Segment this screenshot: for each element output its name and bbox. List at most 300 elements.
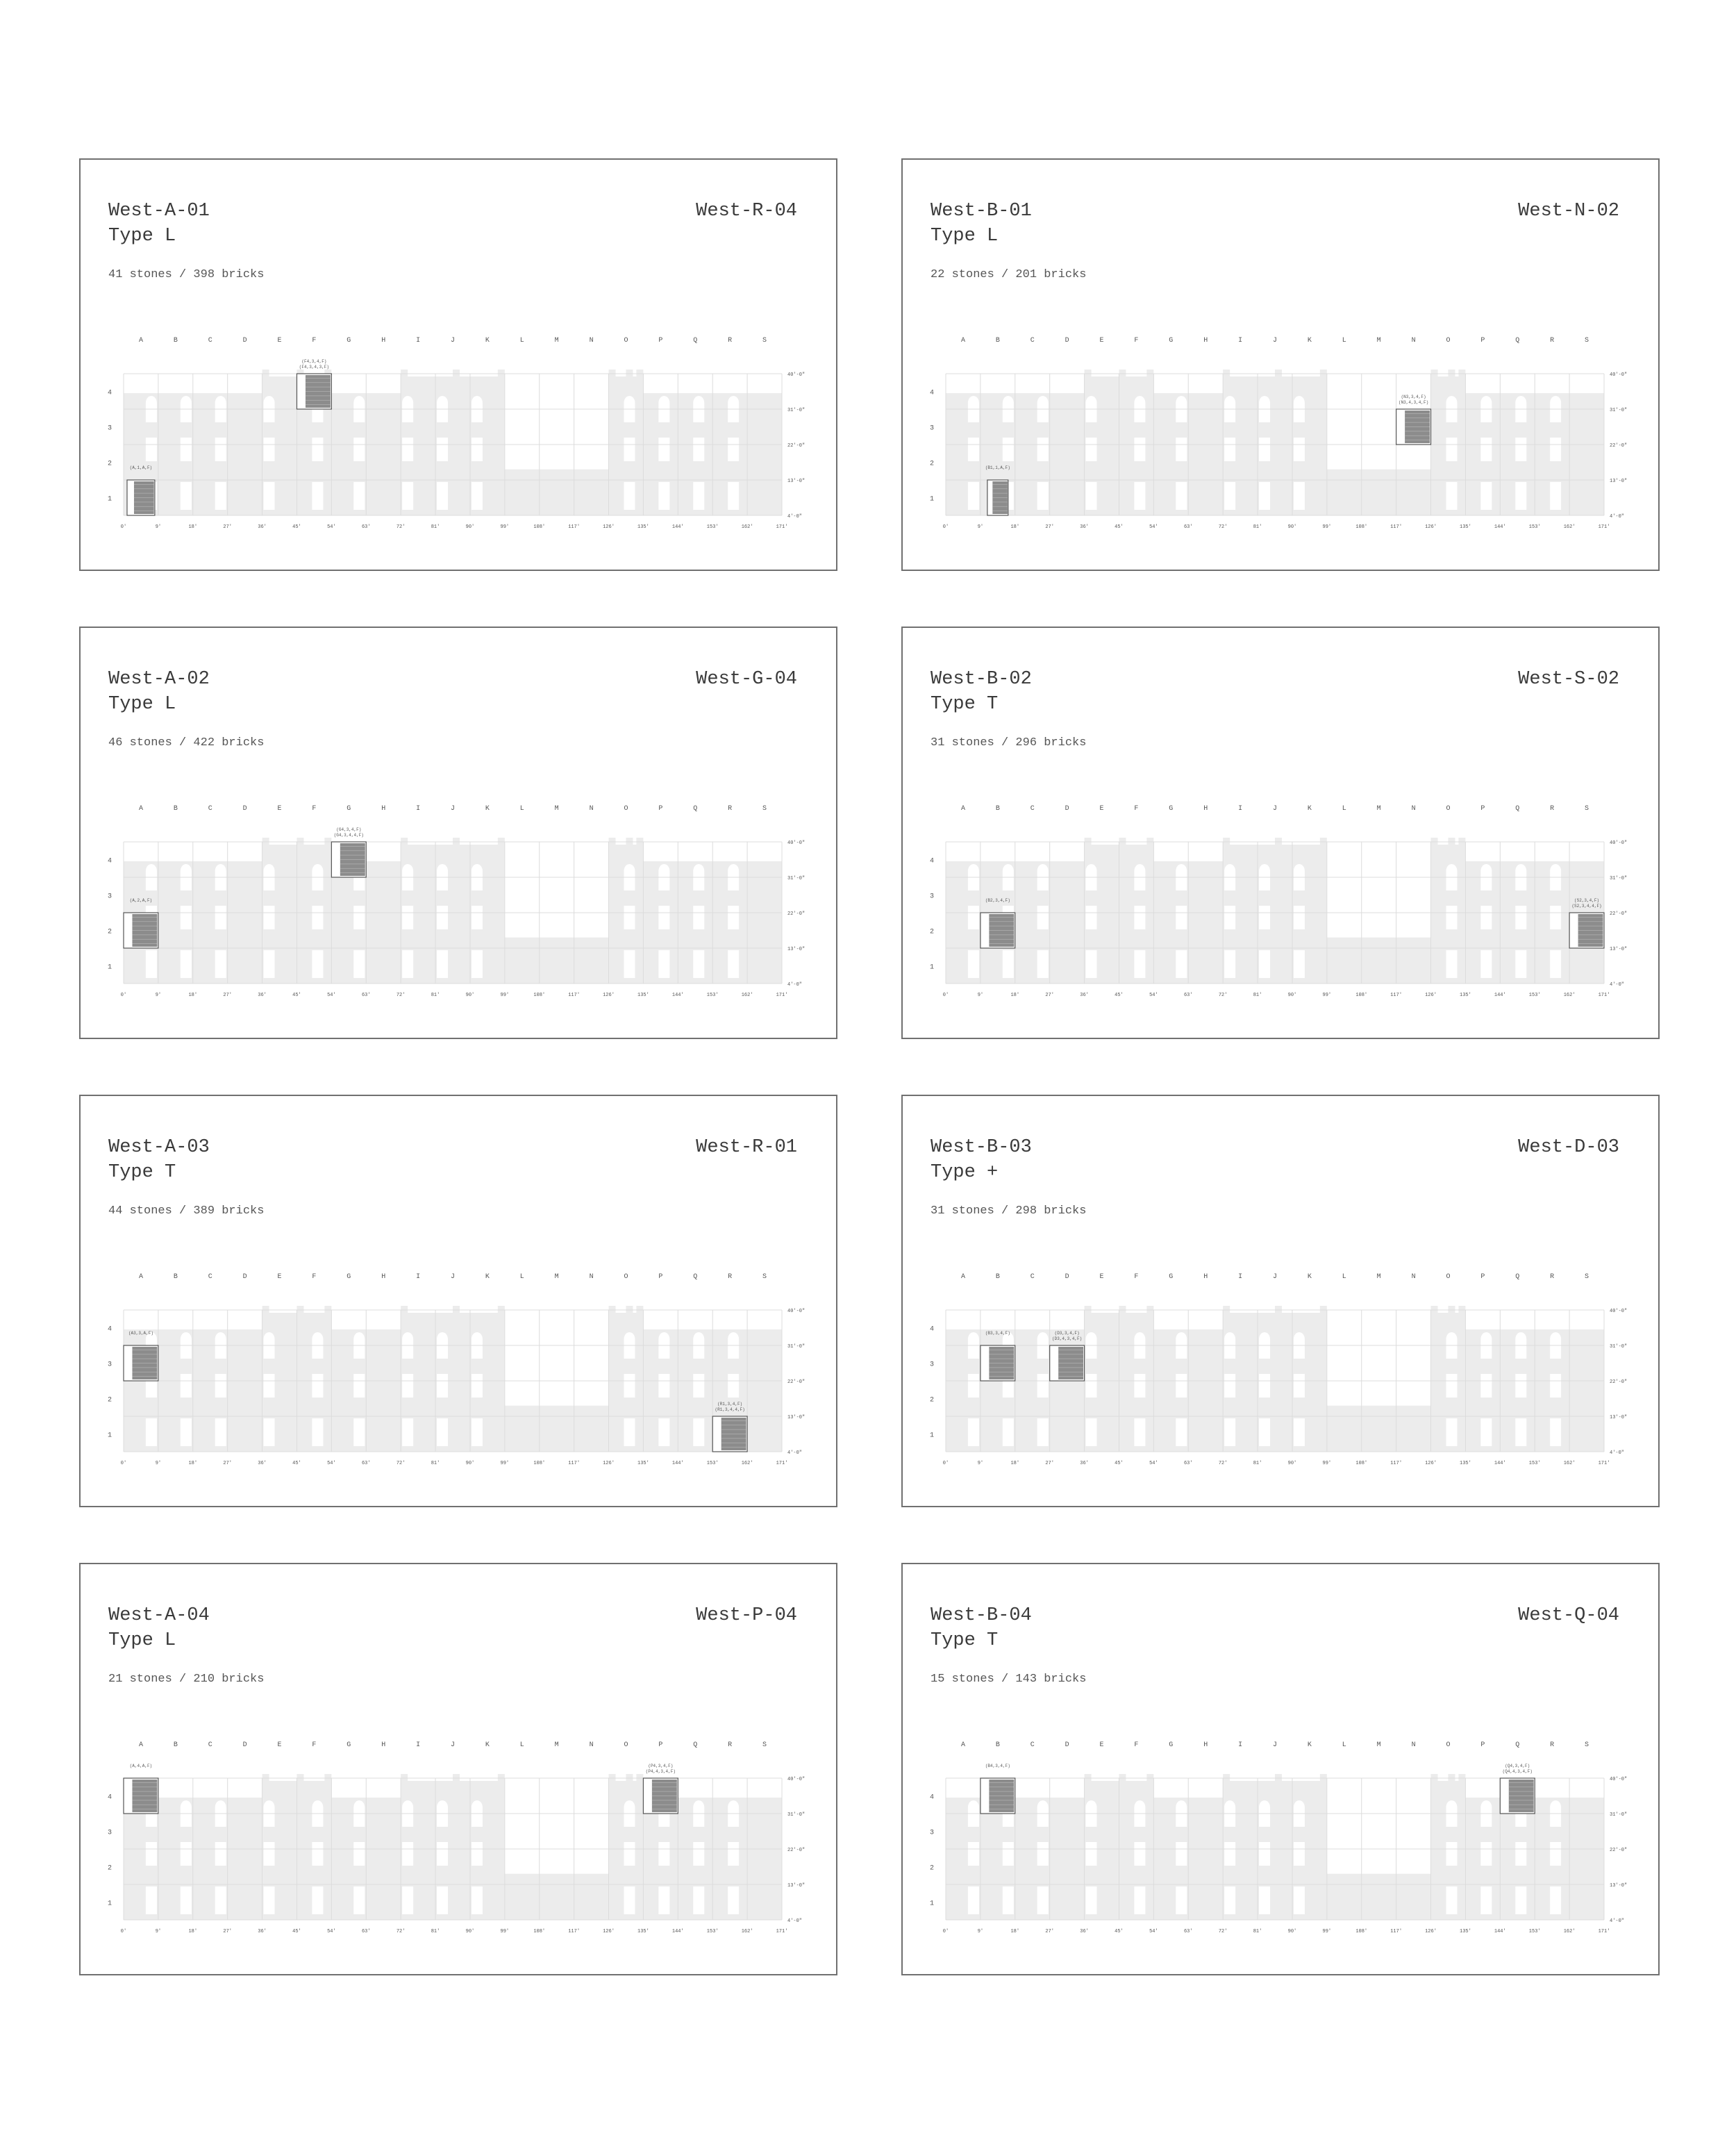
column-label: E: [1099, 337, 1104, 345]
cell-label: (N3,3,4,F): [1401, 395, 1426, 399]
door-opening: [437, 950, 448, 978]
x-tick-label: 153': [706, 1461, 719, 1466]
x-tick-label: 54': [1149, 1929, 1158, 1934]
y-tick-label: 13'-0": [787, 1883, 806, 1889]
window-opening: [1086, 906, 1097, 929]
door-opening: [1259, 482, 1270, 510]
x-tick-label: 45': [1115, 1461, 1124, 1466]
x-tick-label: 144': [1494, 1461, 1506, 1466]
crenellation: [1085, 370, 1092, 376]
pavilion-parapet: [1431, 1313, 1466, 1329]
door-opening: [181, 482, 192, 510]
cell-label: (G4,3,4,F): [336, 827, 362, 832]
window-opening: [1550, 1374, 1561, 1398]
door-opening: [1550, 950, 1561, 978]
card-reference: West-D-03: [1518, 1137, 1619, 1158]
crenellation: [453, 370, 460, 376]
y-tick-label: 4'-0": [787, 514, 803, 520]
door-opening: [658, 1418, 669, 1446]
y-tick-label: 40'-0": [1610, 1777, 1628, 1782]
crenellation: [1085, 1774, 1092, 1781]
door-opening: [215, 1418, 226, 1446]
column-label: D: [242, 805, 247, 813]
door-opening: [693, 1418, 704, 1446]
door-opening: [1003, 1887, 1014, 1914]
column-label: O: [624, 337, 628, 345]
window-opening: [402, 906, 413, 929]
door-opening: [146, 950, 157, 978]
x-tick-label: 0': [120, 1461, 127, 1466]
column-label: K: [485, 805, 490, 813]
column-label: M: [554, 1273, 559, 1281]
card-reference: West-Q-04: [1518, 1605, 1619, 1626]
window-opening: [146, 1842, 157, 1866]
x-tick-label: 126': [1425, 524, 1437, 530]
cell-label: (A,1,A,F): [129, 465, 153, 470]
door-opening: [1224, 950, 1235, 978]
window-opening: [353, 906, 365, 929]
column-label: O: [1446, 1273, 1451, 1281]
crenellation: [324, 838, 331, 845]
x-tick-label: 9': [977, 1461, 984, 1466]
column-label: I: [416, 1741, 421, 1749]
x-tick-label: 135': [1460, 1929, 1471, 1934]
column-label: L: [1342, 337, 1346, 345]
card-title: West-A-03: [108, 1137, 210, 1158]
card-reference: West-N-02: [1518, 201, 1619, 222]
door-opening: [658, 950, 669, 978]
window-opening: [471, 906, 483, 929]
y-tick-label: 13'-0": [1610, 947, 1628, 952]
x-tick-label: 153': [1528, 1929, 1541, 1934]
column-label: F: [312, 337, 317, 345]
column-label: L: [1342, 1273, 1346, 1281]
door-opening: [1294, 950, 1305, 978]
y-tick-label: 22'-0": [787, 1379, 806, 1385]
crenellation: [1223, 1774, 1230, 1781]
x-tick-label: 81': [431, 1461, 440, 1466]
column-label: A: [960, 1741, 965, 1749]
column-label: E: [277, 1273, 282, 1281]
highlighted-stone-cell[interactable]: [712, 1416, 747, 1452]
window-opening: [312, 1842, 323, 1866]
x-tick-label: 36': [258, 993, 267, 998]
door-opening: [1086, 1887, 1097, 1914]
crenellation: [324, 1306, 331, 1313]
crenellation: [1085, 1306, 1092, 1313]
material-count: 46 stones / 422 bricks: [108, 736, 265, 749]
highlighted-stone-cell[interactable]: [1050, 1345, 1085, 1381]
column-label: P: [1480, 1273, 1485, 1281]
window-opening: [624, 438, 635, 461]
column-label: R: [1550, 1741, 1555, 1749]
crenellation: [1146, 838, 1153, 845]
courtyard-void: [505, 1310, 609, 1406]
row-label: 3: [929, 1829, 935, 1837]
window-opening: [437, 1842, 448, 1866]
row-label: 4: [929, 1325, 935, 1334]
highlighted-stone-cell[interactable]: [980, 1345, 1015, 1381]
x-tick-label: 171': [1598, 993, 1610, 998]
x-tick-label: 153': [706, 1929, 719, 1934]
cell-sublabel: (N3,4,3,4,F): [1398, 400, 1429, 405]
x-tick-label: 153': [1528, 524, 1541, 530]
column-label: B: [173, 337, 178, 345]
column-label: K: [485, 1273, 490, 1281]
card-type: Type L: [108, 1630, 176, 1651]
pavilion-parapet: [1431, 845, 1466, 861]
x-tick-label: 135': [1460, 1461, 1471, 1466]
x-tick-label: 72': [396, 1929, 406, 1934]
x-tick-label: 90': [465, 993, 475, 998]
window-opening: [402, 1374, 413, 1398]
x-tick-label: 162': [1563, 1929, 1576, 1934]
column-label: P: [1480, 805, 1485, 813]
crenellation: [324, 1774, 331, 1781]
crenellation: [636, 1774, 643, 1781]
door-opening: [1446, 482, 1457, 510]
x-tick-label: 72': [396, 524, 406, 530]
column-label: J: [1272, 1741, 1278, 1749]
highlighted-stone-cell[interactable]: [1569, 913, 1604, 948]
x-tick-label: 36': [1080, 524, 1089, 530]
x-tick-label: 108': [533, 1461, 546, 1466]
x-tick-label: 126': [603, 1461, 615, 1466]
door-opening: [1224, 482, 1235, 510]
y-tick-label: 4'-0": [787, 982, 803, 988]
column-label: K: [485, 337, 490, 345]
door-opening: [353, 950, 365, 978]
x-tick-label: 9': [155, 993, 162, 998]
window-opening: [402, 1842, 413, 1866]
x-tick-label: 90': [465, 1929, 475, 1934]
crenellation: [1448, 1306, 1455, 1313]
elevation-card[interactable]: [79, 1095, 837, 1507]
column-label: M: [554, 805, 559, 813]
window-opening: [728, 906, 739, 929]
door-opening: [402, 1887, 413, 1914]
y-tick-label: 40'-0": [1610, 1309, 1628, 1314]
door-opening: [353, 482, 365, 510]
y-tick-label: 31'-0": [1610, 1812, 1628, 1818]
column-label: E: [277, 805, 282, 813]
window-opening: [1086, 1842, 1097, 1866]
x-tick-label: 117': [568, 1461, 581, 1466]
crenellation: [498, 1306, 505, 1313]
wall-elevation-diagram: [81, 1096, 836, 1506]
x-tick-label: 108': [1355, 1929, 1368, 1934]
x-tick-label: 18': [1010, 524, 1020, 530]
column-label: N: [589, 337, 594, 345]
highlighted-stone-cell[interactable]: [297, 374, 331, 409]
door-opening: [146, 1418, 157, 1446]
door-opening: [1480, 950, 1492, 978]
y-tick-label: 22'-0": [787, 911, 806, 917]
crenellation: [626, 838, 633, 845]
crenellation: [1146, 1306, 1153, 1313]
crenellation: [609, 838, 616, 845]
cell-label: (A,2,A,F): [129, 898, 153, 903]
column-label: P: [658, 1273, 663, 1281]
row-label: 4: [107, 1793, 112, 1802]
x-tick-label: 144': [1494, 524, 1506, 530]
cell-sublabel: (P4,4,3,4,F): [645, 1769, 676, 1774]
door-opening: [1550, 1887, 1561, 1914]
column-label: I: [1238, 1741, 1243, 1749]
highlighted-stone-cell[interactable]: [1500, 1778, 1535, 1814]
column-label: S: [762, 337, 767, 345]
material-count: 21 stones / 210 bricks: [108, 1673, 265, 1686]
highlighted-stone-cell[interactable]: [127, 480, 155, 515]
window-opening: [437, 906, 448, 929]
window-opening: [693, 438, 704, 461]
door-opening: [693, 1887, 704, 1914]
wall-elevation-diagram: [903, 1564, 1658, 1974]
x-tick-label: 81': [1253, 1929, 1262, 1934]
x-tick-label: 99': [1322, 524, 1332, 530]
column-label: O: [1446, 337, 1451, 345]
column-label: E: [1099, 805, 1104, 813]
column-label: E: [277, 337, 282, 345]
column-label: N: [589, 1273, 594, 1281]
column-label: S: [762, 1273, 767, 1281]
elevation-card[interactable]: [901, 1563, 1660, 1975]
crenellation: [1119, 1774, 1126, 1781]
pavilion-parapet: [609, 376, 644, 393]
x-tick-label: 45': [292, 1929, 301, 1934]
door-opening: [1037, 950, 1049, 978]
x-tick-label: 144': [671, 1929, 684, 1934]
window-opening: [1176, 906, 1187, 929]
window-opening: [353, 1374, 365, 1398]
x-tick-label: 90': [1287, 993, 1297, 998]
door-opening: [402, 482, 413, 510]
column-label: D: [1065, 337, 1069, 345]
x-tick-label: 27': [1045, 993, 1054, 998]
x-tick-label: 54': [327, 993, 336, 998]
x-tick-label: 171': [1598, 1929, 1610, 1934]
card-type: Type L: [930, 226, 999, 247]
x-tick-label: 117': [1390, 1929, 1403, 1934]
x-tick-label: 171': [1598, 524, 1610, 530]
window-opening: [353, 438, 365, 461]
column-label: Q: [1515, 1273, 1520, 1281]
column-label: J: [1272, 337, 1278, 345]
cell-label: (R1,3,4,F): [717, 1402, 743, 1407]
row-label: 1: [929, 963, 935, 972]
card-reference: West-G-04: [696, 669, 797, 690]
window-opening: [1224, 906, 1235, 929]
material-count: 15 stones / 143 bricks: [930, 1673, 1087, 1686]
column-label: H: [381, 1273, 386, 1281]
row-label: 2: [107, 1864, 112, 1873]
elevation-card[interactable]: [901, 627, 1660, 1039]
row-label: 2: [929, 1864, 935, 1873]
window-opening: [1294, 906, 1305, 929]
window-opening: [264, 1374, 275, 1398]
y-tick-label: 40'-0": [787, 1777, 806, 1782]
column-label: M: [1376, 805, 1381, 813]
elevation-card[interactable]: [79, 158, 837, 571]
door-opening: [1550, 482, 1561, 510]
window-opening: [968, 1842, 979, 1866]
x-tick-label: 144': [1494, 1929, 1506, 1934]
cell-label: (P4,3,4,F): [648, 1764, 674, 1768]
y-tick-label: 4'-0": [787, 1918, 803, 1924]
x-tick-label: 45': [1115, 993, 1124, 998]
door-opening: [1446, 1887, 1457, 1914]
door-opening: [968, 1418, 979, 1446]
x-tick-label: 99': [1322, 993, 1332, 998]
courtyard-void: [505, 374, 609, 470]
window-opening: [658, 906, 669, 929]
door-opening: [1086, 1418, 1097, 1446]
x-tick-label: 0': [120, 524, 127, 530]
material-count: 31 stones / 298 bricks: [930, 1204, 1087, 1218]
window-opening: [1480, 1842, 1492, 1866]
elevation-card[interactable]: [79, 1563, 837, 1975]
x-tick-label: 45': [1115, 1929, 1124, 1934]
door-opening: [353, 1418, 365, 1446]
column-label: H: [381, 337, 386, 345]
x-tick-label: 36': [258, 524, 267, 530]
highlighted-stone-cell[interactable]: [124, 913, 158, 948]
y-tick-label: 13'-0": [1610, 479, 1628, 484]
y-tick-label: 31'-0": [1610, 876, 1628, 881]
wall-elevation-diagram: [81, 1564, 836, 1974]
x-tick-label: 18': [1010, 1461, 1020, 1466]
x-tick-label: 0': [942, 524, 949, 530]
courtyard-void: [1327, 1310, 1431, 1406]
x-tick-label: 99': [500, 1461, 510, 1466]
y-tick-label: 4'-0": [1610, 514, 1625, 520]
column-label: G: [347, 805, 351, 813]
door-opening: [1037, 482, 1049, 510]
column-label: Q: [693, 337, 698, 345]
crenellation: [453, 1306, 460, 1313]
cell-label: (Q4,3,4,F): [1505, 1764, 1530, 1768]
door-opening: [1176, 1418, 1187, 1446]
highlighted-stone-cell[interactable]: [980, 1778, 1015, 1814]
crenellation: [636, 370, 643, 376]
x-tick-label: 135': [637, 1929, 649, 1934]
column-label: C: [208, 337, 212, 345]
crenellation: [636, 1306, 643, 1313]
highlighted-stone-cell[interactable]: [643, 1778, 678, 1814]
x-tick-label: 99': [500, 993, 510, 998]
window-opening: [1037, 1842, 1049, 1866]
x-tick-label: 36': [258, 1929, 267, 1934]
column-label: J: [450, 805, 456, 813]
window-opening: [215, 1842, 226, 1866]
crenellation: [498, 1774, 505, 1781]
highlighted-stone-cell[interactable]: [124, 1778, 158, 1814]
elevation-card[interactable]: [901, 158, 1660, 571]
x-tick-label: 18': [1010, 1929, 1020, 1934]
column-label: F: [1134, 805, 1139, 813]
highlighted-stone-cell[interactable]: [987, 480, 1008, 515]
column-label: Q: [1515, 1741, 1520, 1749]
row-label: 4: [929, 389, 935, 397]
column-label: M: [1376, 337, 1381, 345]
x-tick-label: 18': [188, 1929, 198, 1934]
row-label: 3: [929, 424, 935, 433]
elevation-card[interactable]: [79, 627, 837, 1039]
highlighted-stone-cell[interactable]: [331, 842, 366, 877]
crenellation: [498, 370, 505, 376]
door-opening: [1294, 482, 1305, 510]
door-opening: [437, 1887, 448, 1914]
window-opening: [1446, 906, 1457, 929]
row-label: 3: [107, 1361, 112, 1369]
x-tick-label: 108': [1355, 524, 1368, 530]
card-title: West-A-04: [108, 1605, 210, 1626]
column-label: H: [1203, 337, 1208, 345]
column-label: G: [347, 337, 351, 345]
card-type: Type T: [930, 1630, 999, 1651]
x-tick-label: 18': [188, 993, 198, 998]
column-label: M: [554, 1741, 559, 1749]
cell-sublabel: (R1,3,4,4,F): [715, 1407, 745, 1412]
x-tick-label: 45': [1115, 524, 1124, 530]
window-opening: [1086, 1374, 1097, 1398]
elevation-card[interactable]: [901, 1095, 1660, 1507]
crenellation: [1431, 1774, 1438, 1781]
column-label: R: [728, 1273, 733, 1281]
cell-sublabel: (G4,3,4,4,F): [333, 833, 364, 838]
x-tick-label: 72': [1218, 1929, 1228, 1934]
column-label: A: [960, 805, 965, 813]
crenellation: [1275, 1774, 1282, 1781]
door-opening: [181, 1418, 192, 1446]
row-label: 4: [107, 857, 112, 865]
column-label: Q: [693, 1741, 698, 1749]
x-tick-label: 117': [568, 993, 581, 998]
cell-label: (B2,3,4,F): [985, 898, 1010, 903]
column-label: B: [173, 805, 178, 813]
x-tick-label: 0': [120, 1929, 127, 1934]
door-opening: [215, 950, 226, 978]
y-tick-label: 40'-0": [1610, 372, 1628, 378]
crenellation: [626, 370, 633, 376]
highlighted-stone-cell[interactable]: [124, 1345, 158, 1381]
crenellation: [1458, 838, 1465, 845]
x-tick-label: 63': [1183, 524, 1193, 530]
door-opening: [402, 950, 413, 978]
crenellation: [297, 1306, 303, 1313]
window-opening: [693, 906, 704, 929]
crenellation: [262, 1774, 269, 1781]
x-tick-label: 18': [1010, 993, 1020, 998]
window-opening: [312, 438, 323, 461]
window-opening: [1134, 438, 1145, 461]
column-label: D: [242, 1741, 247, 1749]
column-label: S: [1585, 1273, 1589, 1281]
column-label: R: [728, 1741, 733, 1749]
column-label: K: [1307, 1273, 1312, 1281]
card-type: Type L: [108, 226, 176, 247]
x-tick-label: 27': [223, 524, 232, 530]
highlighted-stone-cell[interactable]: [980, 913, 1015, 948]
door-opening: [264, 1887, 275, 1914]
window-opening: [1294, 1374, 1305, 1398]
pavilion-parapet: [1223, 1313, 1327, 1329]
highlighted-stone-cell[interactable]: [1396, 409, 1431, 445]
window-opening: [1224, 438, 1235, 461]
card-reference: West-R-04: [696, 201, 797, 222]
door-opening: [728, 482, 739, 510]
crenellation: [1320, 1306, 1327, 1313]
